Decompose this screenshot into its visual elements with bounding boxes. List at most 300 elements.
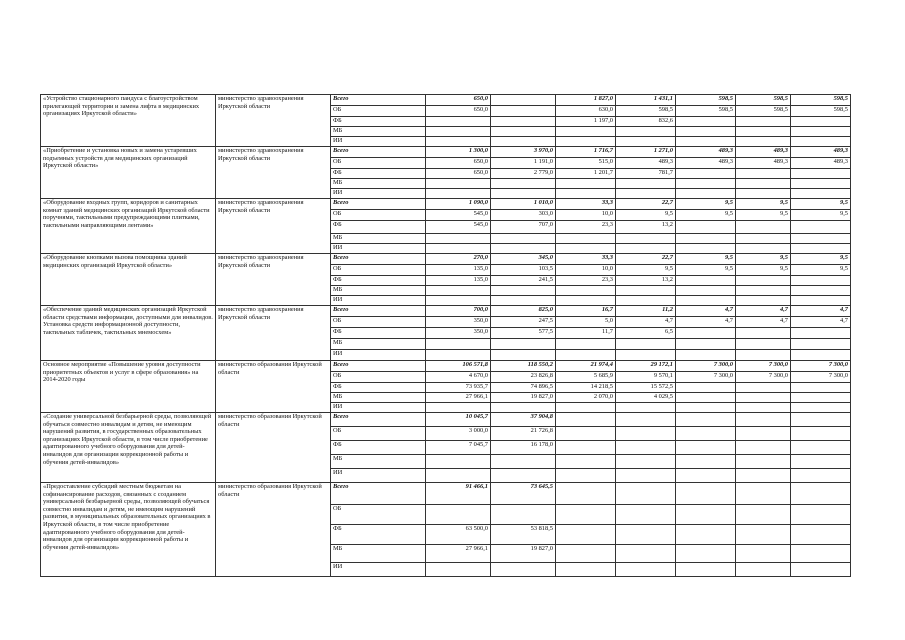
amount-cell: 135,0 [426,265,491,276]
amount-cell [736,221,791,234]
amount-cell [791,505,851,525]
amount-cell [556,455,616,469]
amount-cell [616,441,676,455]
amount-cell [676,441,736,455]
funding-source: ФБ [331,328,426,339]
amount-cell [426,189,491,199]
amount-cell: 489,3 [736,158,791,169]
amount-cell: 10,0 [556,265,616,276]
amount-cell [736,455,791,469]
funding-source: ИИ [331,296,426,306]
amount-cell [491,189,556,199]
amount-cell [556,441,616,455]
amount-cell: 2 779,0 [491,169,556,179]
table-row [41,361,851,372]
amount-cell [791,189,851,199]
table-row [41,306,851,317]
funding-source: ОБ [331,106,426,117]
amount-cell [616,137,676,147]
funding-source: ФБ [331,383,426,393]
funding-source: ИИ [331,244,426,254]
amount-cell: 11,7 [556,328,616,339]
amount-cell: 3 000,0 [426,427,491,441]
amount-cell: 1 827,0 [556,95,616,106]
amount-cell: 598,5 [616,106,676,117]
amount-cell [791,127,851,137]
amount-cell [556,339,616,350]
amount-cell: 21 726,8 [491,427,556,441]
amount-cell [616,525,676,545]
amount-cell [676,221,736,234]
amount-cell [736,563,791,577]
amount-cell: 630,0 [556,106,616,117]
amount-cell [616,469,676,483]
funding-source: ОБ [331,317,426,328]
funding-source: ФБ [331,169,426,179]
amount-cell: 13,2 [616,276,676,286]
amount-cell [791,286,851,296]
amount-cell: 650,0 [426,158,491,169]
amount-cell [736,296,791,306]
amount-cell: 4,7 [791,317,851,328]
amount-cell: 489,3 [676,147,736,158]
funding-source: ИИ [331,137,426,147]
amount-cell [736,169,791,179]
amount-cell [426,296,491,306]
amount-cell: 7 300,0 [676,361,736,372]
funding-source: МБ [331,234,426,244]
amount-cell [791,137,851,147]
amount-cell: 781,7 [616,169,676,179]
responsible-executor: министерство здравоохранения Иркутской области [216,95,331,147]
amount-cell [736,525,791,545]
amount-cell: 103,5 [491,265,556,276]
amount-cell: 270,0 [426,254,491,265]
amount-cell: 700,0 [426,306,491,317]
amount-cell: 1 271,0 [616,147,676,158]
amount-cell [791,328,851,339]
amount-cell: 27 966,1 [426,393,491,403]
amount-cell: 489,3 [736,147,791,158]
amount-cell [616,413,676,427]
table-row [41,413,851,427]
amount-cell: 577,5 [491,328,556,339]
amount-cell [791,563,851,577]
funding-source: МБ [331,179,426,189]
funding-source: Всего [331,95,426,106]
amount-cell: 37 904,8 [491,413,556,427]
amount-cell [736,286,791,296]
amount-cell: 1 191,0 [491,158,556,169]
amount-cell: 489,3 [791,147,851,158]
amount-cell [736,350,791,361]
funding-source: Всего [331,199,426,210]
amount-cell [676,286,736,296]
amount-cell [676,244,736,254]
amount-cell [676,403,736,413]
amount-cell: 7 300,0 [736,361,791,372]
amount-cell: 489,3 [676,158,736,169]
amount-cell [491,137,556,147]
amount-cell [676,169,736,179]
table-row [41,147,851,158]
amount-cell [676,350,736,361]
amount-cell [676,563,736,577]
amount-cell: 33,3 [556,199,616,210]
amount-cell: 9,5 [616,210,676,221]
measure-name: «Устройство стационарного пандуса с благоустройством прилегающей территории и замена лифта в медицинских организациях Иркутской области» [41,95,216,147]
amount-cell [491,350,556,361]
amount-cell: 1 201,7 [556,169,616,179]
amount-cell: 23,3 [556,276,616,286]
funding-source: Всего [331,413,426,427]
amount-cell [676,137,736,147]
amount-cell [616,545,676,563]
amount-cell [616,350,676,361]
amount-cell: 9,5 [736,265,791,276]
amount-cell [491,127,556,137]
amount-cell: 23 826,8 [491,372,556,383]
amount-cell [616,127,676,137]
amount-cell [491,469,556,483]
amount-cell: 4 670,0 [426,372,491,383]
amount-cell [556,505,616,525]
amount-cell [676,393,736,403]
responsible-executor: министерство образования Иркутской области [216,483,331,577]
measure-name: «Оборудование входных групп, коридоров и санитарных комнат зданий медицинских организаций Иркутской области поручнями, тактильными предупреждающими плитками, тактильными направляющими лентами» [41,199,216,254]
amount-cell: 598,5 [676,106,736,117]
measure-name: «Создание универсальной безбарьерной среды, позволяющей обучаться совместно инвалидам и детям, не имеющим нарушений развития, в государственных образовательных организациях Иркутской области, в том числе приобретение адаптированного учебного оборудования для детей-инвалидов для организации коррекционной работы и обучения детей-инвалидов» [41,413,216,483]
amount-cell [491,339,556,350]
amount-cell: 9,5 [736,199,791,210]
amount-cell [426,234,491,244]
amount-cell [676,234,736,244]
amount-cell: 598,5 [736,106,791,117]
amount-cell [426,179,491,189]
amount-cell: 27 966,1 [426,545,491,563]
amount-cell [736,234,791,244]
amount-cell [736,383,791,393]
amount-cell: 598,5 [791,106,851,117]
amount-cell: 9,5 [676,254,736,265]
amount-cell: 9,5 [676,210,736,221]
amount-cell: 1 090,0 [426,199,491,210]
amount-cell [676,505,736,525]
amount-cell [616,505,676,525]
amount-cell: 4,7 [791,306,851,317]
amount-cell: 7 300,0 [791,361,851,372]
amount-cell: 7 300,0 [791,372,851,383]
amount-cell [616,483,676,505]
funding-source: ОБ [331,158,426,169]
funding-source: ИИ [331,563,426,577]
amount-cell [736,393,791,403]
amount-cell: 7 300,0 [736,372,791,383]
amount-cell [616,286,676,296]
amount-cell [736,403,791,413]
amount-cell [426,563,491,577]
amount-cell [676,189,736,199]
amount-cell [556,127,616,137]
responsible-executor: министерство образования Иркутской области [216,413,331,483]
amount-cell [491,234,556,244]
funding-source: МБ [331,455,426,469]
funding-source: Всего [331,483,426,505]
amount-cell [491,179,556,189]
amount-cell [736,469,791,483]
amount-cell: 350,0 [426,328,491,339]
amount-cell: 9,5 [791,199,851,210]
amount-cell [791,117,851,127]
amount-cell [426,286,491,296]
amount-cell [791,413,851,427]
amount-cell: 91 466,1 [426,483,491,505]
amount-cell: 21 974,4 [556,361,616,372]
amount-cell: 16 178,0 [491,441,556,455]
amount-cell: 650,0 [426,169,491,179]
amount-cell: 6,5 [616,328,676,339]
amount-cell: 10,0 [556,210,616,221]
amount-cell: 7 300,0 [676,372,736,383]
amount-cell: 247,5 [491,317,556,328]
amount-cell: 15 572,5 [616,383,676,393]
amount-cell: 598,5 [791,95,851,106]
amount-cell [736,441,791,455]
funding-source: ФБ [331,276,426,286]
amount-cell: 4,7 [676,306,736,317]
amount-cell [791,383,851,393]
amount-cell [736,189,791,199]
amount-cell [676,296,736,306]
amount-cell [791,179,851,189]
measure-name: «Обеспечение зданий медицинских организаций Иркутской области средствами информации, доступными для инвалидов. Установка средств информационной доступности, тактильных табличек, тактильных мнемосхем» [41,306,216,361]
amount-cell: 241,5 [491,276,556,286]
table-body [41,95,851,577]
amount-cell [791,296,851,306]
amount-cell [491,563,556,577]
amount-cell: 1 431,1 [616,95,676,106]
amount-cell [491,286,556,296]
amount-cell: 303,0 [491,210,556,221]
funding-source: ФБ [331,221,426,234]
amount-cell [556,483,616,505]
amount-cell [791,276,851,286]
amount-cell [791,221,851,234]
amount-cell [616,455,676,469]
amount-cell: 9,5 [676,199,736,210]
amount-cell: 489,3 [616,158,676,169]
amount-cell: 22,7 [616,199,676,210]
table-row [41,199,851,210]
amount-cell [676,469,736,483]
amount-cell: 135,0 [426,276,491,286]
amount-cell [736,244,791,254]
amount-cell: 350,0 [426,317,491,328]
amount-cell: 1 300,0 [426,147,491,158]
amount-cell [616,339,676,350]
measure-name: «Оборудование кнопками вызова помощника зданий медицинских организаций Иркутской области» [41,254,216,306]
funding-source: ФБ [331,117,426,127]
amount-cell [426,455,491,469]
amount-cell: 9,5 [736,210,791,221]
amount-cell [556,563,616,577]
amount-cell [426,117,491,127]
amount-cell [676,127,736,137]
amount-cell [791,350,851,361]
amount-cell: 1 010,0 [491,199,556,210]
amount-cell [736,413,791,427]
amount-cell [676,545,736,563]
amount-cell [491,296,556,306]
funding-source: Всего [331,254,426,265]
amount-cell [676,427,736,441]
amount-cell [616,427,676,441]
amount-cell: 9 570,1 [616,372,676,383]
amount-cell [736,117,791,127]
amount-cell [791,244,851,254]
amount-cell: 106 571,8 [426,361,491,372]
table-row [41,483,851,505]
amount-cell [556,469,616,483]
amount-cell: 9,5 [676,265,736,276]
amount-cell [426,505,491,525]
amount-cell: 4 029,5 [616,393,676,403]
amount-cell [616,234,676,244]
amount-cell: 598,5 [736,95,791,106]
amount-cell [791,483,851,505]
amount-cell [676,339,736,350]
amount-cell [556,137,616,147]
funding-source: Всего [331,306,426,317]
amount-cell [676,413,736,427]
amount-cell: 23,3 [556,221,616,234]
amount-cell [556,179,616,189]
amount-cell: 650,0 [426,106,491,117]
amount-cell: 5,0 [556,317,616,328]
amount-cell: 5 685,9 [556,372,616,383]
funding-source: Всего [331,147,426,158]
amount-cell: 14 218,5 [556,383,616,393]
amount-cell: 13,2 [616,221,676,234]
amount-cell [491,244,556,254]
amount-cell: 16,7 [556,306,616,317]
amount-cell: 19 827,0 [491,545,556,563]
amount-cell [736,545,791,563]
amount-cell: 3 970,0 [491,147,556,158]
amount-cell [556,286,616,296]
amount-cell: 1 197,0 [556,117,616,127]
amount-cell: 515,0 [556,158,616,169]
funding-source: МБ [331,339,426,350]
amount-cell: 650,0 [426,95,491,106]
funding-source: Всего [331,361,426,372]
table-row [41,95,851,106]
measure-name: «Предоставление субсидий местным бюджетам на софинансирование расходов, связанных с созданием универсальной безбарьерной среды, позволяющей обучаться совместно инвалидам и детям, не имеющим нарушений развития, в муниципальных образовательных организациях в Иркутской области, в том числе приобретение адаптированного учебного оборудования для детей-инвалидов для организации коррекционной работы и обучения детей-инвалидов» [41,483,216,577]
amount-cell [426,403,491,413]
amount-cell [426,350,491,361]
amount-cell: 9,5 [791,254,851,265]
amount-cell: 53 818,5 [491,525,556,545]
amount-cell [676,117,736,127]
amount-cell [616,189,676,199]
amount-cell: 10 045,7 [426,413,491,427]
amount-cell [616,244,676,254]
amount-cell [736,127,791,137]
amount-cell [426,244,491,254]
responsible-executor: министерство здравоохранения Иркутской области [216,199,331,254]
amount-cell: 825,0 [491,306,556,317]
funding-source: ОБ [331,265,426,276]
amount-cell: 29 172,1 [616,361,676,372]
amount-cell: 9,5 [791,265,851,276]
amount-cell [556,189,616,199]
amount-cell: 22,7 [616,254,676,265]
responsible-executor: министерство образования Иркутской области [216,361,331,413]
amount-cell [791,441,851,455]
amount-cell: 73 645,5 [491,483,556,505]
amount-cell [676,179,736,189]
amount-cell [791,455,851,469]
funding-source: МБ [331,545,426,563]
amount-cell [491,106,556,117]
measure-name: Основное мероприятие «Повышение уровня доступности приоритетных объектов и услуг в сфере образования» на 2014-2020 годы [41,361,216,413]
funding-source: ОБ [331,427,426,441]
amount-cell: 598,5 [676,95,736,106]
amount-cell: 4,7 [736,317,791,328]
amount-cell [556,545,616,563]
amount-cell [736,137,791,147]
amount-cell [556,244,616,254]
amount-cell: 9,5 [616,265,676,276]
funding-source: ИИ [331,403,426,413]
amount-cell: 74 896,5 [491,383,556,393]
amount-cell [426,127,491,137]
amount-cell: 545,0 [426,221,491,234]
amount-cell [676,328,736,339]
responsible-executor: министерство здравоохранения Иркутской области [216,306,331,361]
funding-source: ИИ [331,469,426,483]
amount-cell: 7 045,7 [426,441,491,455]
amount-cell [426,339,491,350]
amount-cell: 4,7 [736,306,791,317]
funding-source: МБ [331,127,426,137]
amount-cell [676,276,736,286]
funding-source: ОБ [331,372,426,383]
funding-source: МБ [331,286,426,296]
funding-source: ФБ [331,441,426,455]
amount-cell: 4,7 [616,317,676,328]
amount-cell [616,563,676,577]
amount-cell: 19 827,0 [491,393,556,403]
amount-cell [791,339,851,350]
amount-cell [556,350,616,361]
responsible-executor: министерство здравоохранения Иркутской области [216,147,331,199]
amount-cell [616,179,676,189]
amount-cell [791,545,851,563]
amount-cell: 9,5 [736,254,791,265]
amount-cell [676,525,736,545]
amount-cell: 4,7 [676,317,736,328]
amount-cell [676,383,736,393]
amount-cell: 63 500,0 [426,525,491,545]
amount-cell: 33,3 [556,254,616,265]
amount-cell [556,427,616,441]
table-row [41,254,851,265]
amount-cell [736,339,791,350]
amount-cell: 9,5 [791,210,851,221]
amount-cell [491,117,556,127]
amount-cell: 707,0 [491,221,556,234]
